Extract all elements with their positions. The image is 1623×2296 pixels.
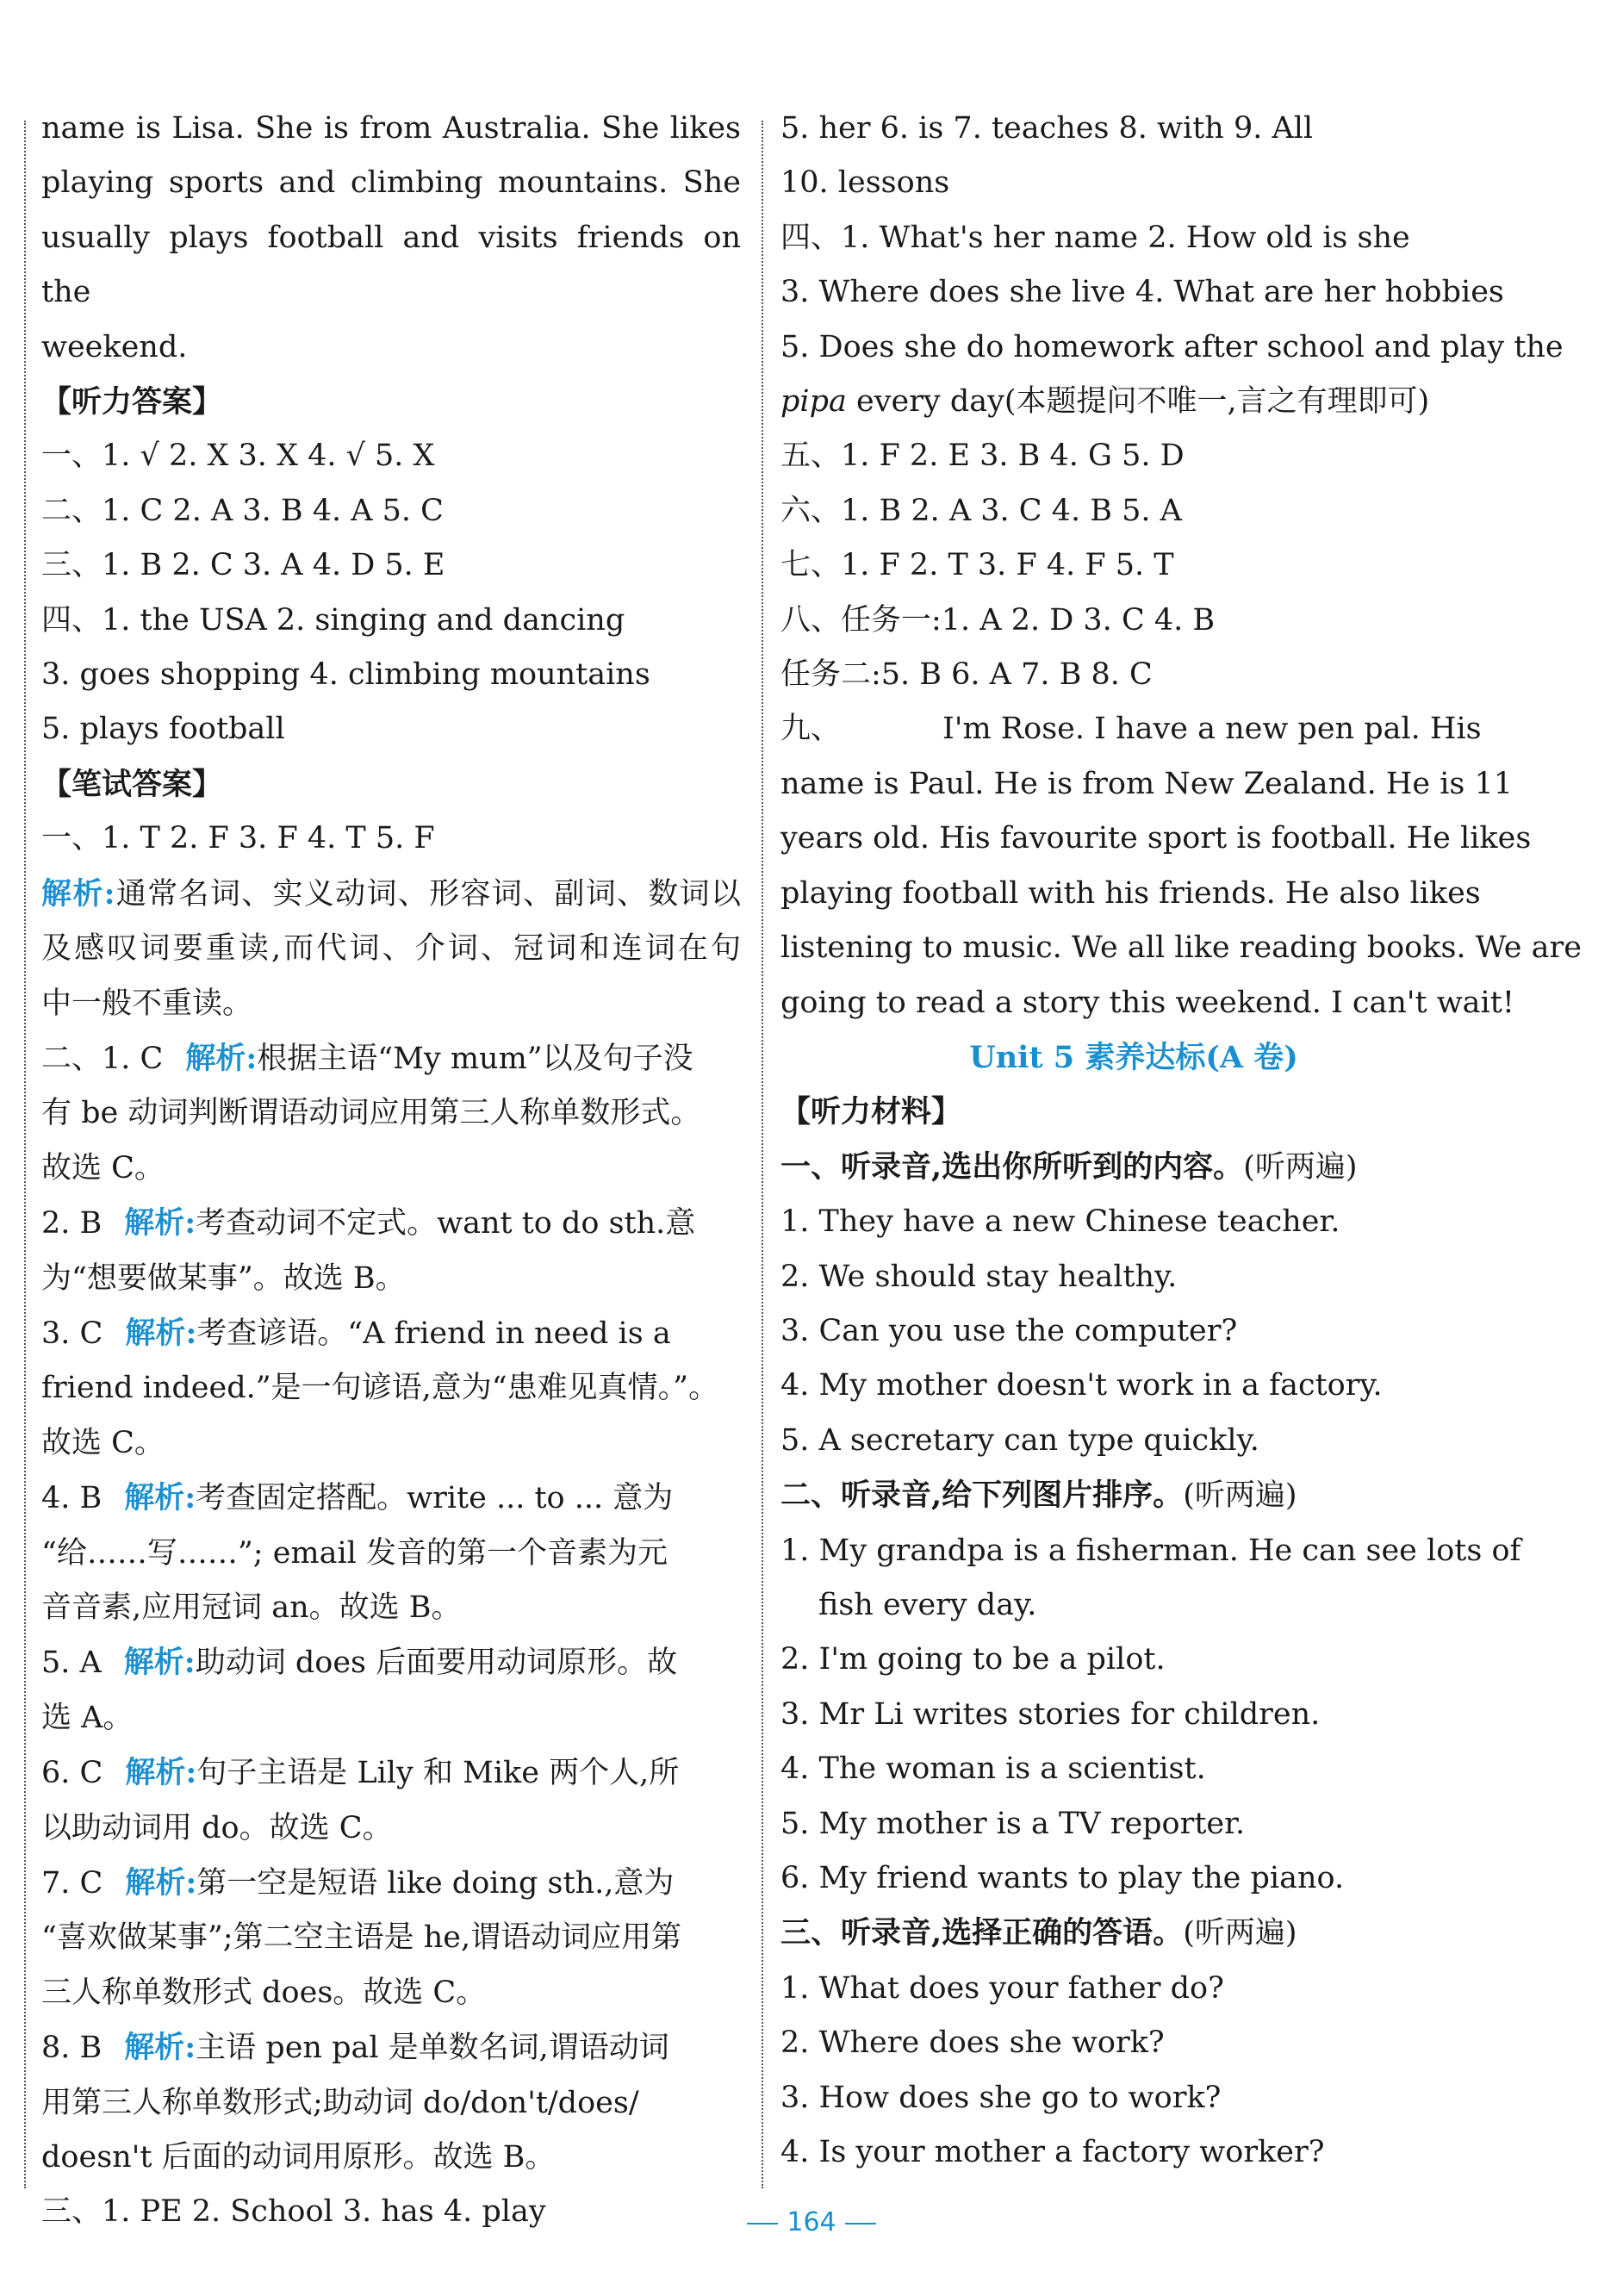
explanation-line: 三人称单数形式 does。故选 C。	[41, 1975, 487, 2010]
list-item: 5. A secretary can type quickly.	[780, 1422, 1259, 1458]
list-item: 1. They have a new Chinese teacher.	[780, 1204, 1340, 1240]
list-item: fish every day.	[818, 1587, 1037, 1622]
left-margin-rule	[24, 121, 26, 2188]
listening-materials-heading: 【听力材料】	[780, 1094, 962, 1130]
answer-line: 三、1. PE 2. School 3. has 4. play	[41, 2194, 546, 2230]
list-item: 1. My grandpa is a fisherman. He can see lots of	[780, 1533, 1521, 1568]
explanation-line: 8. B 解析:主语 pen pal 是单数名词,谓语动词	[41, 2030, 669, 2066]
list-item: 6. My friend wants to play the piano.	[780, 1861, 1345, 1895]
analysis-label: 解析:	[125, 1865, 197, 1901]
text-line: weekend.	[41, 329, 188, 364]
explanation-line: 2. B 解析:考查动词不定式。want to do sth.意	[41, 1205, 696, 1241]
text-line: name is Lisa. She is from Australia. She likes	[41, 111, 741, 146]
page-number: 164	[0, 2207, 1623, 2237]
column-divider	[762, 121, 763, 2188]
text-line: playing sports and climbing mountains. She	[41, 165, 741, 201]
analysis-label: 解析:	[41, 875, 115, 912]
answer-line: pipa every day(本题提问不唯一,言之有理即可)	[780, 384, 1430, 420]
explanation-line: 故选 C。	[41, 1150, 165, 1185]
explanation-line: “给……写……”; email 发音的第一个音素为元	[41, 1535, 668, 1571]
answer-line: 四、1. What's her name 2. How old is she	[780, 220, 1410, 255]
analysis-label: 解析:	[125, 1755, 197, 1791]
explanation-line: 选 A。	[41, 1700, 134, 1735]
answer-line: 三、1. B 2. C 3. A 4. D 5. E	[41, 548, 445, 583]
explanation-line: 3. C 解析:考查谚语。“A friend in need is a	[41, 1315, 671, 1351]
answer-line: 四、1. the USA 2. singing and dancing	[41, 602, 625, 638]
answer-line: 五、1. F 2. E 3. B 4. G 5. D	[780, 439, 1185, 474]
dash-decoration	[845, 2223, 876, 2224]
listening-answers-heading: 【听力答案】	[41, 384, 223, 420]
dash-decoration	[747, 2223, 778, 2224]
explanation-line: 及感叹词要重读,而代词、介词、冠词和连词在句	[41, 931, 741, 967]
answer-line: 七、1. F 2. T 3. F 4. F 5. T	[780, 548, 1174, 583]
explanation-line: 5. A 解析:助动词 does 后面要用动词原形。故	[41, 1645, 678, 1681]
analysis-label: 解析:	[124, 2030, 196, 2066]
section-heading: 三、听录音,选择正确的答语。(听两遍)	[780, 1915, 1297, 1951]
list-item: 3. Mr Li writes stories for children.	[780, 1696, 1321, 1732]
analysis-label: 解析:	[185, 1040, 258, 1076]
written-answers-heading: 【笔试答案】	[41, 766, 223, 802]
list-item: 3. Can you use the computer?	[780, 1313, 1238, 1348]
explanation-line: 故选 C。	[41, 1425, 165, 1460]
explanation-line: friend indeed.”是一句谚语,意为“患难见真情。”。	[41, 1371, 719, 1406]
composition-line: 九、 I'm Rose. I have a new pen pal. His	[780, 712, 1482, 747]
answer-line: 10. lessons	[780, 165, 950, 201]
list-item: 4. Is your mother a factory worker?	[780, 2135, 1325, 2170]
composition-line: years old. His favourite sport is football. He likes	[780, 821, 1532, 856]
composition-line: going to read a story this weekend. I can't wait!	[780, 985, 1514, 1020]
answer-line: 5. Does she do homework after school and play the	[780, 329, 1564, 364]
right-column	[780, 102, 1582, 2180]
list-item: 3. How does she go to work?	[780, 2080, 1222, 2115]
explanation-line: 解析:通常名词、实义动词、形容词、副词、数词以	[41, 875, 741, 912]
composition-line: name is Paul. He is from New Zealand. He is 11	[780, 766, 1514, 801]
answer-line: 3. goes shopping 4. climbing mountains	[41, 657, 650, 693]
explanation-line: 有 be 动词判断谓语动词应用第三人称单数形式。	[41, 1096, 701, 1131]
section-heading: 一、听录音,选出你所听到的内容。(听两遍)	[780, 1148, 1358, 1185]
explanation-line: 中一般不重读。	[41, 986, 253, 1021]
answer-line: 八、任务一:1. A 2. D 3. C 4. B	[780, 602, 1216, 638]
analysis-label: 解析:	[124, 1205, 196, 1241]
text-line: usually plays football and visits friends on the	[41, 220, 741, 310]
list-item: 4. My mother doesn't work in a factory.	[780, 1368, 1383, 1403]
explanation-line: 二、1. C 解析:根据主语“My mum”以及句子没	[41, 1040, 693, 1076]
explanation-line: 7. C 解析:第一空是短语 like doing sth.,意为	[41, 1865, 675, 1901]
composition-line: playing football with his friends. He also likes	[780, 875, 1481, 911]
answer-line: 3. Where does she live 4. What are her hobbies	[780, 275, 1504, 310]
composition-line: listening to music. We all like reading books. We are	[780, 930, 1582, 966]
explanation-line: 为“想要做某事”。故选 B。	[41, 1260, 406, 1296]
answer-line: 六、1. B 2. A 3. C 4. B 5. A	[780, 493, 1182, 528]
explanation-line: 音音素,应用冠词 an。故选 B。	[41, 1590, 462, 1625]
analysis-label: 解析:	[124, 1480, 196, 1516]
explanation-line: 用第三人称单数形式;助动词 do/don't/does/	[41, 2085, 639, 2120]
answer-line: 5. plays football	[41, 712, 285, 747]
explanation-line: 6. C 解析:句子主语是 Lily 和 Mike 两个人,所	[41, 1755, 680, 1791]
list-item: 2. We should stay healthy.	[780, 1259, 1178, 1294]
unit-title: Unit 5 素养达标(A 卷)	[969, 1039, 1298, 1075]
answer-line: 一、1. T 2. F 3. F 4. T 5. F	[41, 821, 435, 856]
list-item: 4. The woman is a scientist.	[780, 1752, 1206, 1787]
list-item: 5. My mother is a TV reporter.	[780, 1806, 1246, 1841]
answer-line: 任务二:5. B 6. A 7. B 8. C	[780, 657, 1153, 693]
answer-line: 5. her 6. is 7. teaches 8. with 9. All	[780, 111, 1314, 146]
answer-line: 一、1. √ 2. X 3. X 4. √ 5. X	[41, 439, 435, 474]
answer-line: 二、1. C 2. A 3. B 4. A 5. C	[41, 493, 444, 528]
analysis-label: 解析:	[123, 1645, 196, 1681]
analysis-label: 解析:	[125, 1315, 197, 1351]
list-item: 2. I'm going to be a pilot.	[780, 1642, 1166, 1677]
explanation-line: doesn't 后面的动词用原形。故选 B。	[41, 2140, 556, 2175]
left-column	[41, 102, 741, 2240]
explanation-line: 以助动词用 do。故选 C。	[41, 1810, 393, 1845]
explanation-line: “喜欢做某事”;第二空主语是 he,谓语动词应用第	[41, 1920, 682, 1956]
list-item: 2. Where does she work?	[780, 2025, 1165, 2061]
list-item: 1. What does your father do?	[780, 1970, 1224, 2006]
explanation-line: 4. B 解析:考查固定搭配。write ... to ... 意为	[41, 1480, 674, 1516]
section-heading: 二、听录音,给下列图片排序。(听两遍)	[780, 1478, 1297, 1514]
